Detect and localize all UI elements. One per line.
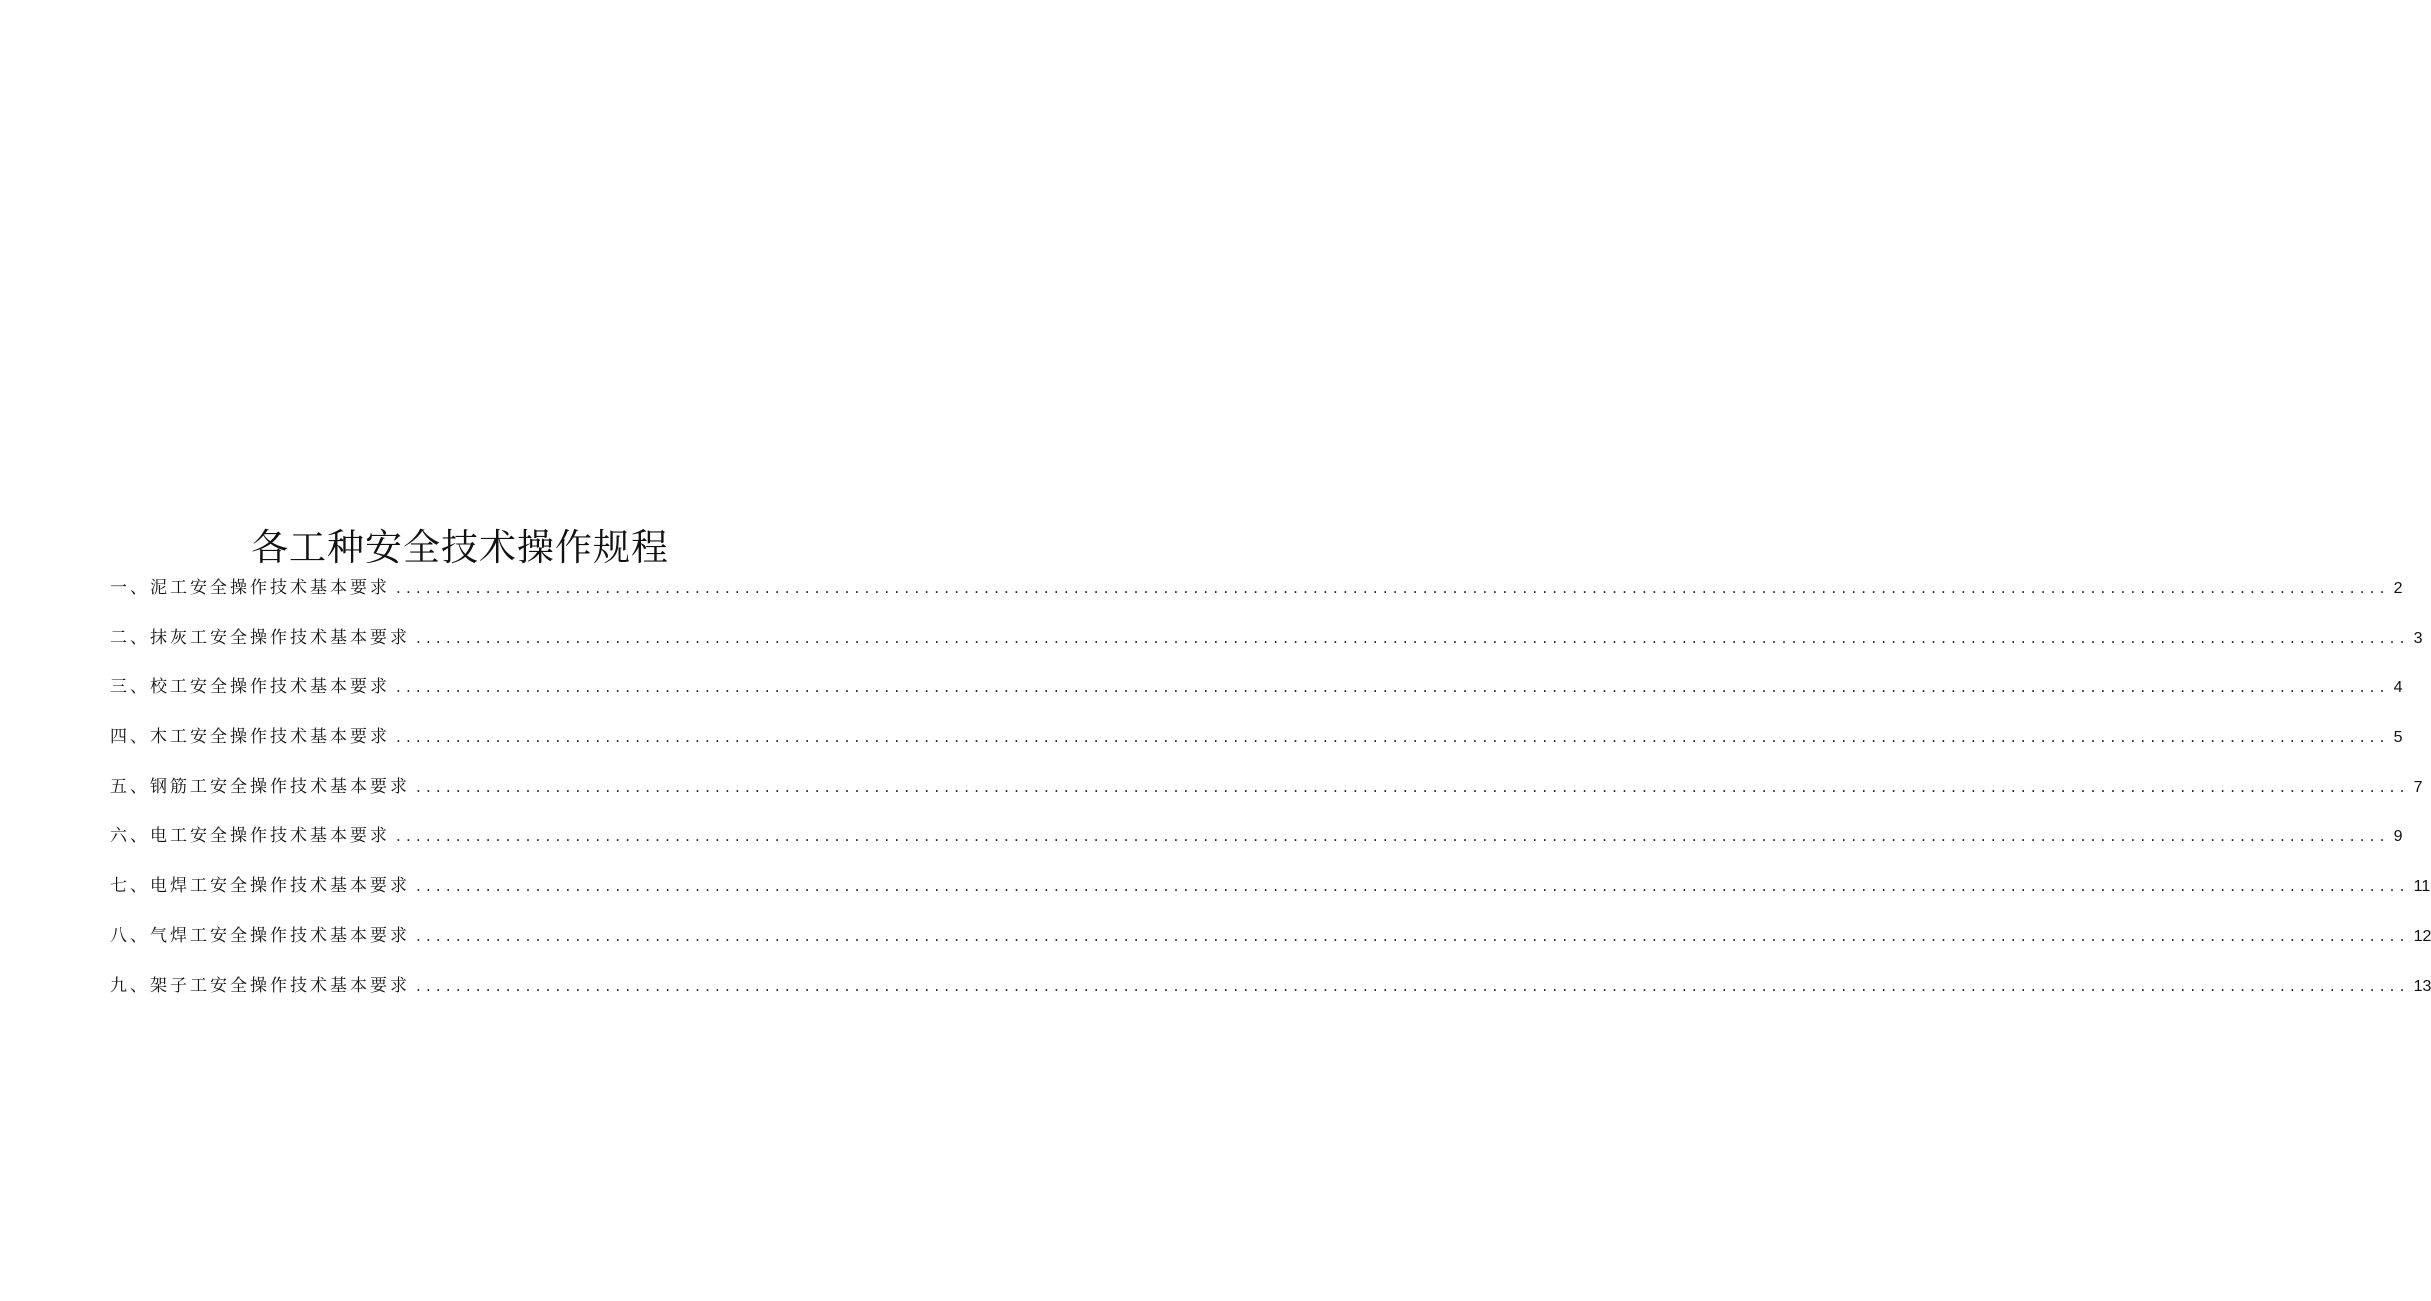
- toc-entry[interactable]: [110, 921, 2431, 971]
- toc-page-number: 11: [2413, 878, 2431, 896]
- toc-entry[interactable]: [110, 871, 2431, 921]
- toc-entry-label: 七、电焊工安全操作技术基本要求: [110, 876, 410, 897]
- toc-entry[interactable]: [110, 722, 2403, 772]
- document-title: 各工种安全技术操作规程: [251, 526, 669, 569]
- toc-entry-label: 四、木工安全操作技术基本要求: [110, 727, 390, 748]
- toc-entry[interactable]: [110, 821, 2403, 871]
- toc-entry-label: 二、抹灰工安全操作技术基本要求: [110, 627, 410, 648]
- toc-entry-label: 五、钢筋工安全操作技术基本要求: [110, 776, 410, 797]
- toc-page-number: 7: [2413, 778, 2423, 796]
- table-of-contents: [110, 573, 2431, 1020]
- toc-page-number: 5: [2393, 729, 2403, 747]
- toc-entry-label: 六、电工安全操作技术基本要求: [110, 826, 390, 847]
- toc-dot-leader: ........................................................................................................................................................................................................: [416, 926, 2410, 945]
- toc-entry-label: 八、气焊工安全操作技术基本要求: [110, 925, 410, 946]
- toc-page-number: 4: [2393, 679, 2403, 697]
- toc-entry[interactable]: [110, 573, 2403, 623]
- toc-page-number: 2: [2393, 580, 2403, 597]
- toc-page-number: 13: [2413, 977, 2431, 995]
- toc-entry-label: 九、架子工安全操作技术基本要求: [110, 975, 410, 996]
- toc-dot-leader: ........................................................................................................................................................................................................: [396, 728, 2390, 747]
- toc-dot-leader: ........................................................................................................................................................................................................: [416, 877, 2410, 896]
- toc-entry[interactable]: [110, 772, 2423, 822]
- toc-dot-leader: ........................................................................................................................................................................................................: [416, 976, 2410, 995]
- toc-entry[interactable]: [110, 672, 2403, 722]
- toc-page-number: 12: [2413, 927, 2431, 945]
- toc-dot-leader: ........................................................................................................................................................................................................: [396, 827, 2390, 846]
- toc-dot-leader: ........................................................................................................................................................................................................: [396, 678, 2390, 697]
- toc-page-number: 3: [2413, 629, 2423, 647]
- toc-dot-leader: ........................................................................................................................................................................................................: [416, 777, 2410, 796]
- toc-entry-label: 三、校工安全操作技术基本要求: [110, 677, 390, 698]
- toc-dot-leader: ........................................................................................................................................................................................................: [416, 628, 2410, 647]
- toc-dot-leader: ........................................................................................................................................................................................................: [396, 579, 2390, 597]
- toc-page-number: 9: [2393, 828, 2403, 846]
- toc-entry-label: 一、泥工安全操作技术基本要求: [110, 578, 390, 598]
- toc-entry[interactable]: [110, 971, 2431, 1021]
- toc-entry[interactable]: [110, 623, 2423, 673]
